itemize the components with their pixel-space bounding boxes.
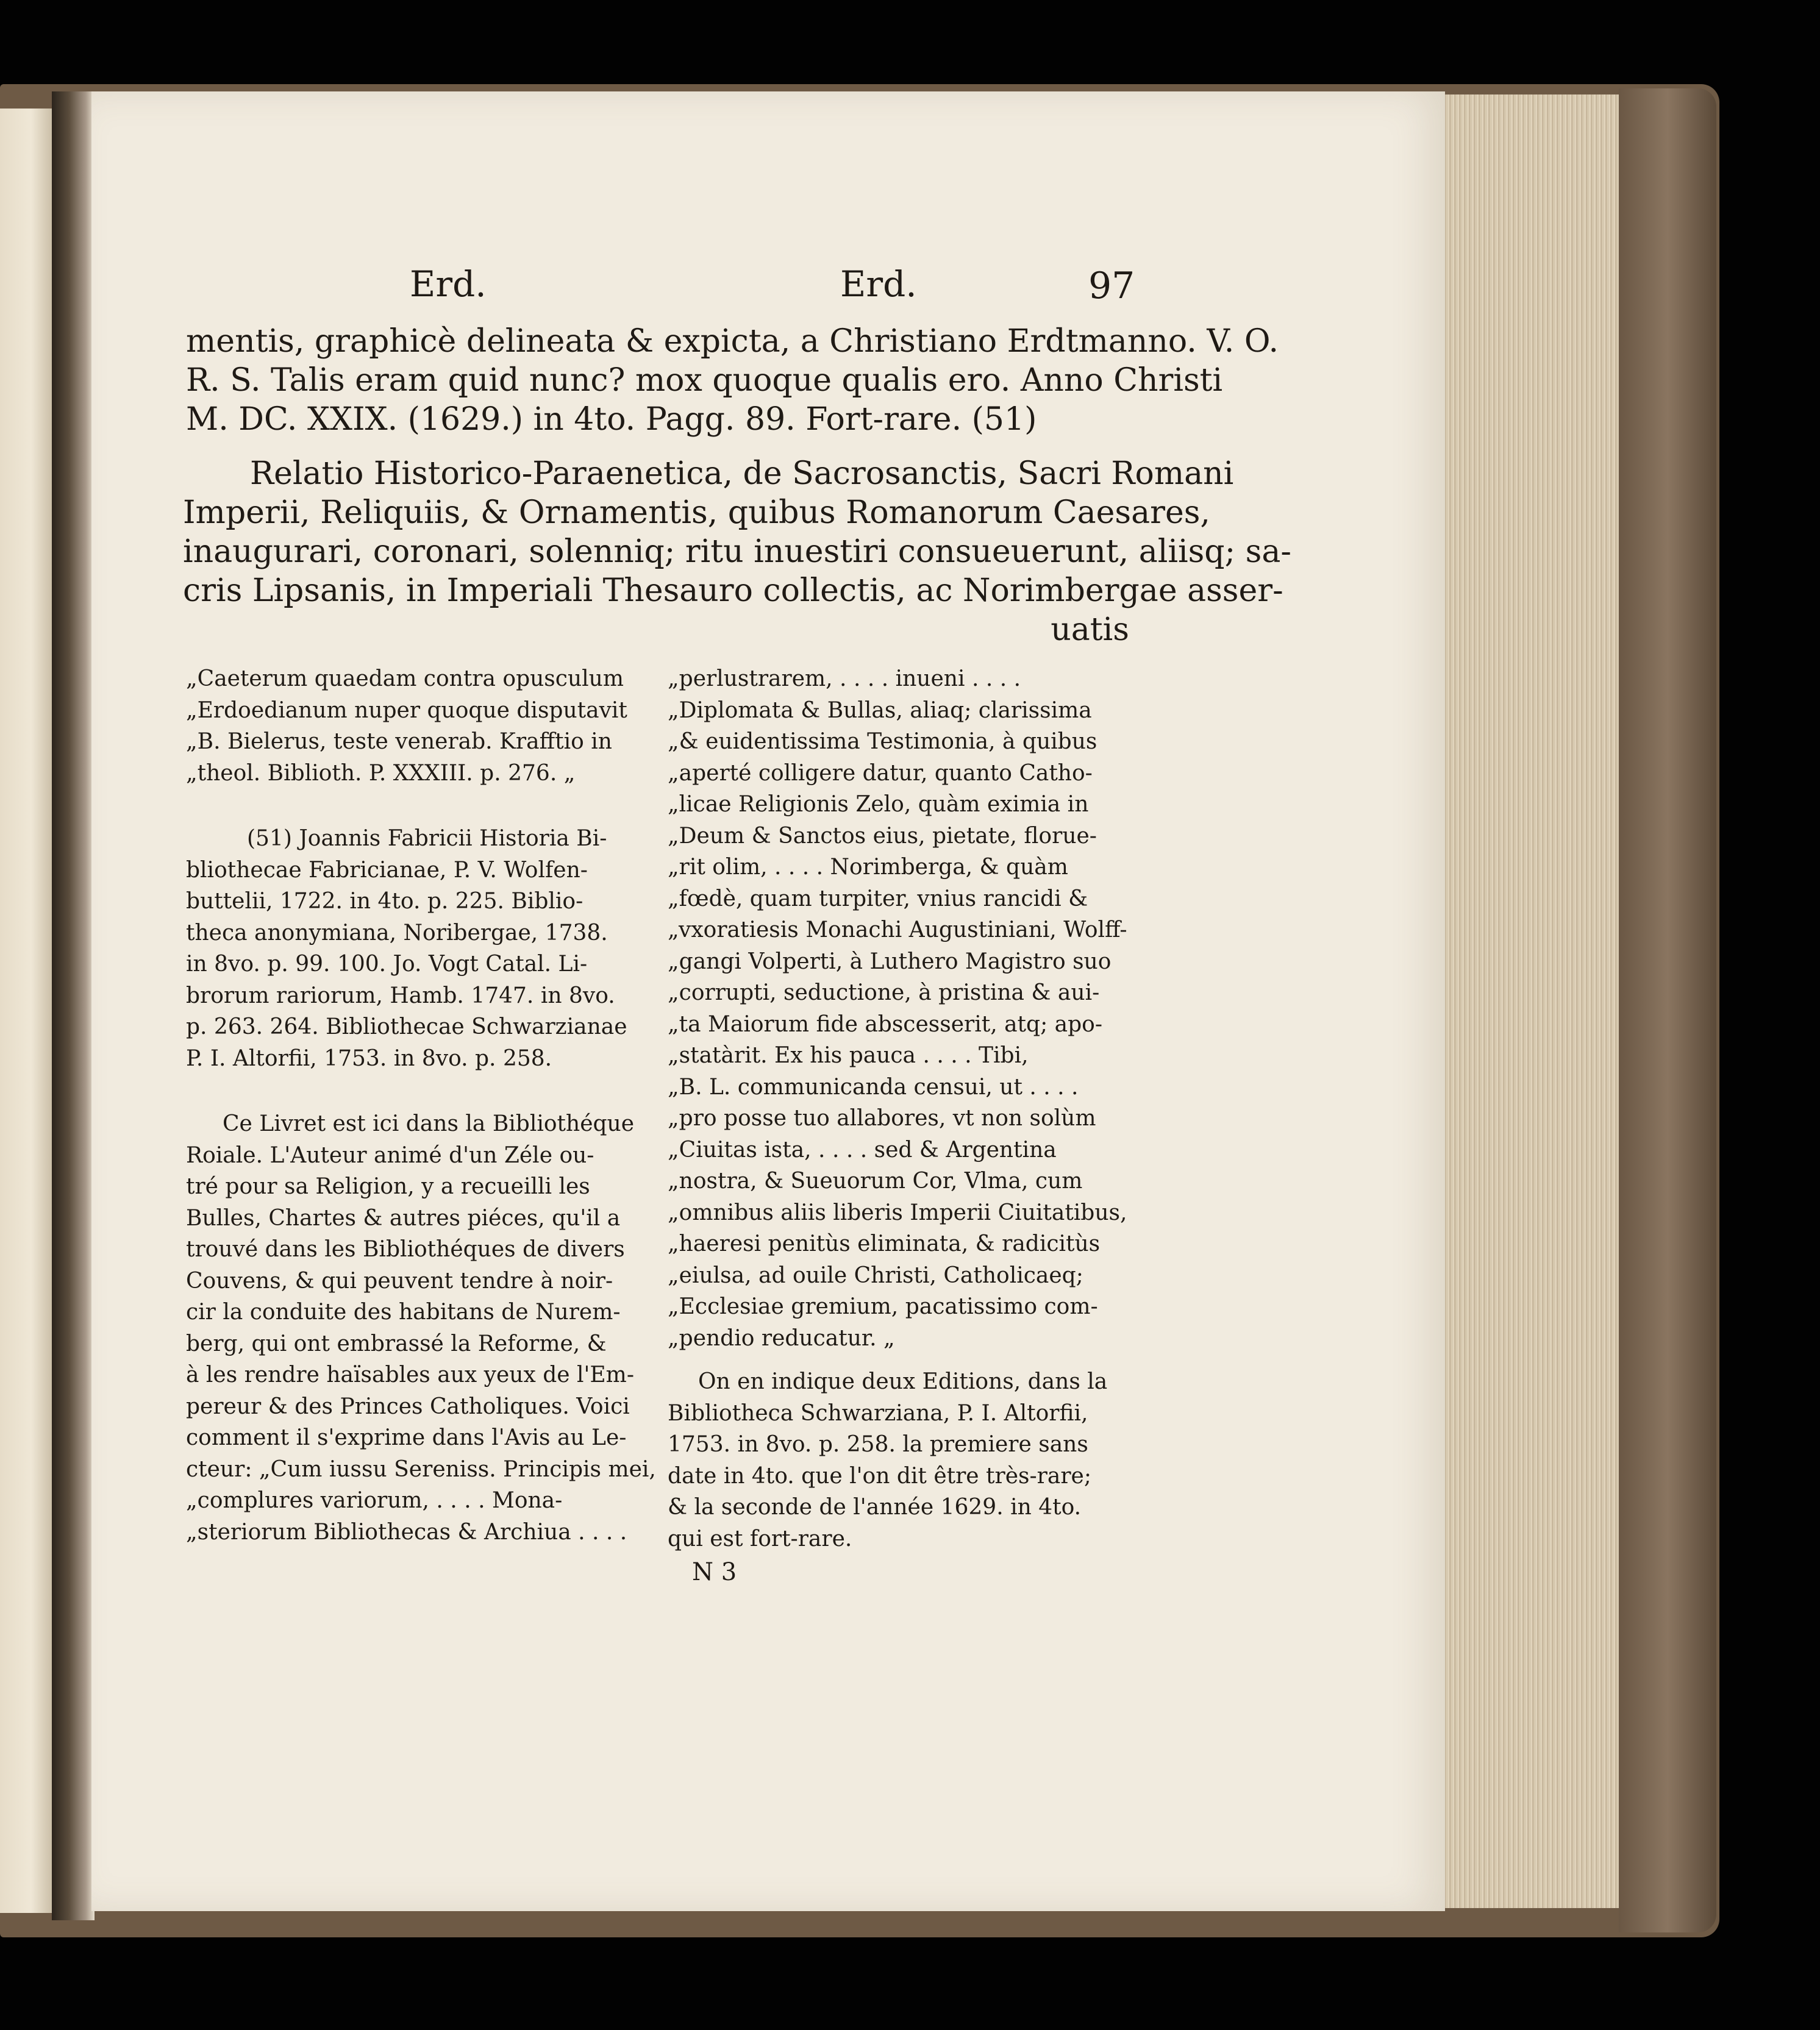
quote-block (186, 663, 637, 789)
french-ending (668, 1366, 1131, 1555)
right-column (668, 663, 1131, 1589)
text-line: qui est fort-rare. (668, 1526, 852, 1551)
text-line: p. 263. 264. Bibliothecae Schwarzianae (186, 1014, 627, 1039)
signature-mark: N 3 (692, 1558, 737, 1586)
text-line: Ce Livret est ici dans la Bibliothéque (223, 1111, 635, 1136)
text-line: cteur: „Cum iussu Sereniss. Principis mei, (186, 1456, 656, 1482)
text-line: date in 4to. que l'on dit être très-rare; (668, 1463, 1091, 1489)
text-line: Bulles, Chartes & autres piéces, qu'il a (186, 1205, 621, 1231)
page-number: 97 (1088, 265, 1135, 307)
text-line: „theol. Biblioth. P. XXXIII. p. 276. „ (186, 760, 576, 786)
left-column (186, 663, 656, 1548)
text-line: R. S. Talis eram quid nunc? mox quoque qualis ero. Anno Christi (186, 362, 1223, 399)
text-line: cris Lipsanis, in Imperiali Thesauro collectis, ac Norimbergae asser- (183, 572, 1283, 609)
text-line: Bibliotheca Schwarziana, P. I. Altorfii, (668, 1400, 1088, 1426)
text-line: On en indique deux Editions, dans la (698, 1369, 1108, 1394)
text-line: tré pour sa Religion, y a recueilli les (186, 1174, 590, 1199)
book-gutter (52, 91, 95, 1920)
text-line: „haeresi penitùs eliminata, & radicitùs (668, 1231, 1101, 1256)
text-line: „nostra, & Sueuorum Cor, Vlma, cum (668, 1169, 1083, 1194)
text-line: „ta Maiorum fide abscesserit, atq; apo- (668, 1011, 1102, 1037)
text-line: „aperté colligere datur, quanto Catho- (668, 760, 1093, 786)
catchword: uatis (1051, 611, 1129, 648)
text-line: „statàrit. Ex his pauca . . . . Tibi, (668, 1043, 1029, 1068)
text-line: Imperii, Reliquiis, & Ornamentis, quibus Romanorum Caesares, (183, 494, 1210, 531)
text-line: & la seconde de l'année 1629. in 4to. (668, 1495, 1082, 1520)
text-line: Roiale. L'Auteur animé d'un Zéle ou- (186, 1142, 594, 1168)
cover-right-edge (1619, 88, 1716, 1932)
running-head-left: Erd. (410, 263, 487, 305)
text-line: (51) Joannis Fabricii Historia Bi- (247, 826, 607, 851)
text-line: „gangi Volperti, à Luthero Magistro suo (668, 949, 1112, 974)
text-line: „B. L. communicanda censui, ut . . . . (668, 1074, 1079, 1100)
text-line: buttelii, 1722. in 4to. p. 225. Biblio- (186, 889, 583, 914)
text-line: „omnibus aliis liberis Imperii Ciuitatibus, (668, 1200, 1127, 1225)
text-line: „rit olim, . . . . Norimberga, & quàm (668, 855, 1068, 880)
text-line: trouvé dans les Bibliothéques de divers (186, 1237, 625, 1262)
text-line: berg, qui ont embrassé la Reforme, & (186, 1331, 607, 1356)
text-line: „steriorum Bibliothecas & Archiua . . . . (186, 1519, 627, 1545)
top-paragraph (186, 322, 1279, 439)
text-line: „vxoratiesis Monachi Augustiniani, Wolff- (668, 917, 1127, 942)
left-page-edge (0, 109, 53, 1913)
text-line: „Erdoedianum nuper quoque disputavit (186, 697, 627, 723)
running-head-right: Erd. (840, 263, 917, 305)
text-line: mentis, graphicè delineata & expicta, a Christiano Erdtmanno. V. O. (186, 323, 1279, 360)
text-line: M. DC. XXIX. (1629.) in 4to. Pagg. 89. Fort-rare. (51) (186, 401, 1037, 438)
text-line: „pendio reducatur. „ (668, 1325, 895, 1351)
text-line: Relatio Historico-Paraenetica, de Sacrosanctis, Sacri Romani (250, 455, 1234, 492)
text-line: comment il s'exprime dans l'Avis au Le- (186, 1425, 627, 1450)
text-line: „Ecclesiae gremium, pacatissimo com- (668, 1294, 1098, 1319)
relatio-paragraph (183, 454, 1291, 649)
text-line: „Diplomata & Bullas, aliaq; clarissima (668, 697, 1092, 723)
page-block-edges (1442, 94, 1619, 1908)
text-line: theca anonymiana, Noribergae, 1738. (186, 920, 608, 946)
text-line: „corrupti, seductione, à pristina & aui- (668, 980, 1100, 1005)
french-paragraph (186, 1108, 656, 1548)
text-line: „Deum & Sanctos eius, pietate, floruе- (668, 823, 1097, 849)
text-line: inaugurari, coronari, solenniq; ritu inuestiri consueuerunt, aliisq; sa- (183, 533, 1291, 570)
text-line: cir la conduite des habitans de Nurem- (186, 1300, 621, 1325)
text-line: „pro posse tuo allabores, vt non solùm (668, 1106, 1096, 1131)
text-line: „licae Religionis Zelo, quàm eximia in (668, 792, 1089, 817)
text-line: „B. Bielerus, teste venerab. Krafftio in (186, 729, 612, 754)
text-line: „Caeterum quaedam contra opusculum (186, 666, 624, 691)
text-line: „complures variorum, . . . . Mona- (186, 1488, 563, 1513)
text-line: in 8vo. p. 99. 100. Jo. Vogt Catal. Li- (186, 952, 588, 977)
text-line: „& euidentissima Testimonia, à quibus (668, 729, 1097, 754)
text-line: „perlustrarem, . . . . inueni . . . . (668, 666, 1021, 691)
text-line: Couvens, & qui peuvent tendre à noir- (186, 1268, 613, 1294)
text-line: „Ciuitas ista, . . . . sed & Argentina (668, 1137, 1057, 1163)
text-line: 1753. in 8vo. p. 258. la premiere sans (668, 1432, 1088, 1457)
text-line: „fœdè, quam turpiter, vnius rancidi & (668, 886, 1088, 911)
quote-continuation (668, 663, 1131, 1354)
text-line: „eiulsa, ad ouile Christi, Catholicaeq; (668, 1263, 1083, 1288)
footnote-51 (186, 823, 637, 1074)
text-line: P. I. Altorfii, 1753. in 8vo. p. 258. (186, 1045, 552, 1071)
text-line: pereur & des Princes Catholiques. Voici (186, 1394, 630, 1419)
text-line: brorum rariorum, Hamb. 1747. in 8vo. (186, 983, 615, 1008)
text-line: bliothecae Fabricianae, P. V. Wolfen- (186, 857, 588, 883)
text-line: à les rendre haïsables aux yeux de l'Em- (186, 1362, 634, 1387)
